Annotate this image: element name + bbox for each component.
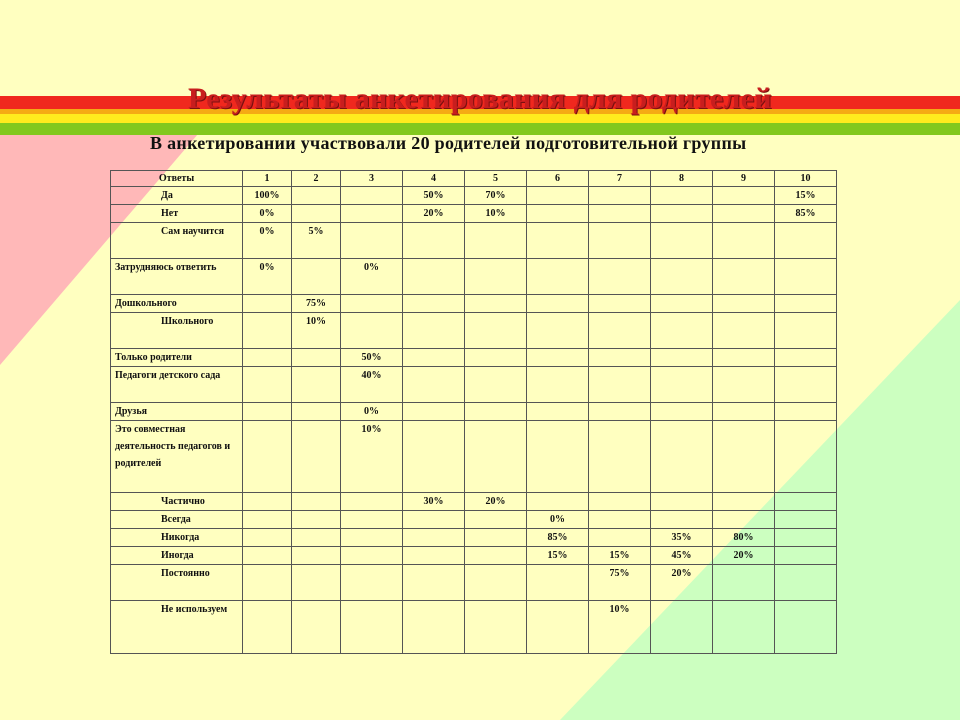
table-cell (403, 223, 465, 259)
row-label: Нет (111, 205, 243, 223)
table-cell (292, 349, 341, 367)
table-cell: 85% (527, 529, 589, 547)
table-cell (292, 187, 341, 205)
table-cell (403, 349, 465, 367)
table-cell (465, 259, 527, 295)
table-cell (465, 295, 527, 313)
table-cell (775, 403, 837, 421)
table-row (111, 223, 837, 259)
table-row (111, 529, 837, 547)
table-cell (651, 187, 713, 205)
table-cell (403, 295, 465, 313)
row-label: Друзья (111, 403, 243, 421)
table-row (111, 565, 837, 601)
table-cell (651, 403, 713, 421)
table-cell (527, 349, 589, 367)
table-cell (292, 367, 341, 403)
table-cell (243, 547, 292, 565)
table-cell (713, 421, 775, 493)
table-cell (341, 601, 403, 654)
table-cell (527, 565, 589, 601)
table-cell: 80% (713, 529, 775, 547)
table-cell: 75% (292, 295, 341, 313)
table-cell (589, 259, 651, 295)
row-label: Всегда (111, 511, 243, 529)
table-cell (589, 421, 651, 493)
table-cell (292, 421, 341, 493)
table-cell (651, 205, 713, 223)
table-cell (527, 187, 589, 205)
table-cell (465, 529, 527, 547)
table-cell (403, 403, 465, 421)
table-cell: 20% (403, 205, 465, 223)
header-question-6: 6 (527, 171, 589, 187)
header-question-5: 5 (465, 171, 527, 187)
row-label: Иногда (111, 547, 243, 565)
table-cell (243, 565, 292, 601)
table-cell (589, 313, 651, 349)
table-cell (651, 223, 713, 259)
table-cell (243, 349, 292, 367)
table-row (111, 349, 837, 367)
table-cell (292, 565, 341, 601)
table-cell (243, 295, 292, 313)
table-cell: 0% (527, 511, 589, 529)
table-cell (713, 403, 775, 421)
table-row (111, 403, 837, 421)
table-cell (243, 493, 292, 511)
table-cell (527, 421, 589, 493)
table-cell: 0% (341, 403, 403, 421)
table-cell: 0% (243, 223, 292, 259)
table-cell (775, 223, 837, 259)
table-cell (775, 349, 837, 367)
table-cell (775, 547, 837, 565)
table-row (111, 367, 837, 403)
row-label: Сам научится (111, 223, 243, 259)
table-cell: 40% (341, 367, 403, 403)
table-cell (589, 511, 651, 529)
table-cell (341, 223, 403, 259)
table-cell (713, 187, 775, 205)
table-cell (341, 493, 403, 511)
table-cell: 20% (651, 565, 713, 601)
table-cell: 10% (341, 421, 403, 493)
table-cell: 100% (243, 187, 292, 205)
table-cell (713, 565, 775, 601)
table-cell: 10% (292, 313, 341, 349)
table-cell (775, 601, 837, 654)
table-body (111, 187, 837, 654)
row-label: Да (111, 187, 243, 205)
row-label: Только родители (111, 349, 243, 367)
table-cell: 20% (465, 493, 527, 511)
slide-title: Результаты анкетирования для родителей (188, 82, 772, 115)
table-cell (775, 295, 837, 313)
table-row (111, 601, 837, 654)
table-cell (465, 313, 527, 349)
row-label: Школьного (111, 313, 243, 349)
table-cell (243, 313, 292, 349)
table-cell (589, 493, 651, 511)
table-cell (527, 601, 589, 654)
table-cell: 70% (465, 187, 527, 205)
table-row (111, 493, 837, 511)
table-cell (713, 493, 775, 511)
table-cell (292, 205, 341, 223)
table-cell (713, 313, 775, 349)
table-cell (527, 295, 589, 313)
table-cell (527, 367, 589, 403)
table-cell (589, 529, 651, 547)
table-cell (403, 529, 465, 547)
header-question-9: 9 (713, 171, 775, 187)
table-cell (465, 601, 527, 654)
table-cell (651, 349, 713, 367)
table-header-row (111, 171, 837, 187)
row-label: Затрудняюсь ответить (111, 259, 243, 295)
table-cell (589, 205, 651, 223)
table-cell (651, 493, 713, 511)
table-row (111, 421, 837, 493)
table-cell (243, 601, 292, 654)
table-cell (403, 547, 465, 565)
header-question-3: 3 (341, 171, 403, 187)
table-cell (341, 565, 403, 601)
table-cell: 35% (651, 529, 713, 547)
table-cell (243, 367, 292, 403)
table-cell (341, 295, 403, 313)
table-cell (651, 511, 713, 529)
table-cell (403, 367, 465, 403)
header-answers: Ответы (111, 171, 243, 187)
row-label: Это совместная деятельность педагогов и родителей (111, 421, 243, 493)
table-cell: 15% (589, 547, 651, 565)
table-cell (527, 493, 589, 511)
table-cell (589, 223, 651, 259)
table-cell (465, 511, 527, 529)
table-cell (465, 421, 527, 493)
table-cell (403, 601, 465, 654)
table-cell (243, 421, 292, 493)
table-cell (775, 565, 837, 601)
row-label: Педагоги детского сада (111, 367, 243, 403)
table-row (111, 205, 837, 223)
table-cell (465, 223, 527, 259)
table-cell: 10% (589, 601, 651, 654)
table-cell (292, 259, 341, 295)
table-cell (243, 403, 292, 421)
table-cell (713, 349, 775, 367)
row-label: Не используем (111, 601, 243, 654)
table-cell: 10% (465, 205, 527, 223)
header-question-7: 7 (589, 171, 651, 187)
table-cell: 85% (775, 205, 837, 223)
table-cell: 5% (292, 223, 341, 259)
table-cell (651, 421, 713, 493)
header-question-8: 8 (651, 171, 713, 187)
table-cell: 15% (775, 187, 837, 205)
table-cell: 0% (341, 259, 403, 295)
table-cell (403, 421, 465, 493)
table-cell (651, 313, 713, 349)
table-cell (589, 187, 651, 205)
table-cell (403, 259, 465, 295)
table-cell (589, 367, 651, 403)
table-cell (403, 313, 465, 349)
table-cell (589, 295, 651, 313)
table-cell (292, 403, 341, 421)
table-cell (292, 493, 341, 511)
table-cell (651, 601, 713, 654)
table-cell (651, 259, 713, 295)
row-label: Постоянно (111, 565, 243, 601)
table-cell (403, 565, 465, 601)
table-cell (775, 511, 837, 529)
table-cell (403, 511, 465, 529)
header-question-1: 1 (243, 171, 292, 187)
row-label: Дошкольного (111, 295, 243, 313)
table-cell (465, 547, 527, 565)
table-cell (341, 205, 403, 223)
header-question-10: 10 (775, 171, 837, 187)
table-cell (713, 601, 775, 654)
table-row (111, 295, 837, 313)
table-cell (713, 367, 775, 403)
table-cell: 75% (589, 565, 651, 601)
table-cell: 15% (527, 547, 589, 565)
table-cell: 45% (651, 547, 713, 565)
table-cell (341, 547, 403, 565)
row-label: Частично (111, 493, 243, 511)
slide-subtitle: В анкетировании участвовали 20 родителей подготовительной группы (150, 133, 747, 153)
table-cell (465, 349, 527, 367)
table-cell (292, 601, 341, 654)
table-cell (243, 511, 292, 529)
table-cell (292, 529, 341, 547)
survey-results-table (110, 170, 837, 654)
table-cell (527, 259, 589, 295)
table-cell (243, 529, 292, 547)
table-row (111, 259, 837, 295)
table-cell: 30% (403, 493, 465, 511)
table-cell (341, 529, 403, 547)
table-row (111, 187, 837, 205)
table-cell (775, 493, 837, 511)
table-cell (775, 313, 837, 349)
table-cell (527, 223, 589, 259)
header-question-2: 2 (292, 171, 341, 187)
table-cell (651, 295, 713, 313)
table-cell: 0% (243, 259, 292, 295)
table-cell (713, 205, 775, 223)
table-cell (292, 547, 341, 565)
table-cell (527, 313, 589, 349)
table-row (111, 547, 837, 565)
table-cell: 0% (243, 205, 292, 223)
table-cell (465, 565, 527, 601)
table-row (111, 511, 837, 529)
table-cell (713, 295, 775, 313)
table-cell (775, 367, 837, 403)
table-cell (775, 421, 837, 493)
table-cell (713, 223, 775, 259)
table-cell (775, 259, 837, 295)
table-cell: 50% (341, 349, 403, 367)
table-cell (465, 367, 527, 403)
table-cell (465, 403, 527, 421)
table-cell (589, 349, 651, 367)
table-cell (527, 403, 589, 421)
table-cell (713, 511, 775, 529)
table-cell (651, 367, 713, 403)
table-cell (775, 529, 837, 547)
table-cell (341, 511, 403, 529)
table-row (111, 313, 837, 349)
table-cell (292, 511, 341, 529)
table-cell (527, 205, 589, 223)
table-cell (341, 313, 403, 349)
table-cell (341, 187, 403, 205)
table-cell: 20% (713, 547, 775, 565)
table-cell (589, 403, 651, 421)
table-cell: 50% (403, 187, 465, 205)
row-label: Никогда (111, 529, 243, 547)
header-question-4: 4 (403, 171, 465, 187)
table-cell (713, 259, 775, 295)
